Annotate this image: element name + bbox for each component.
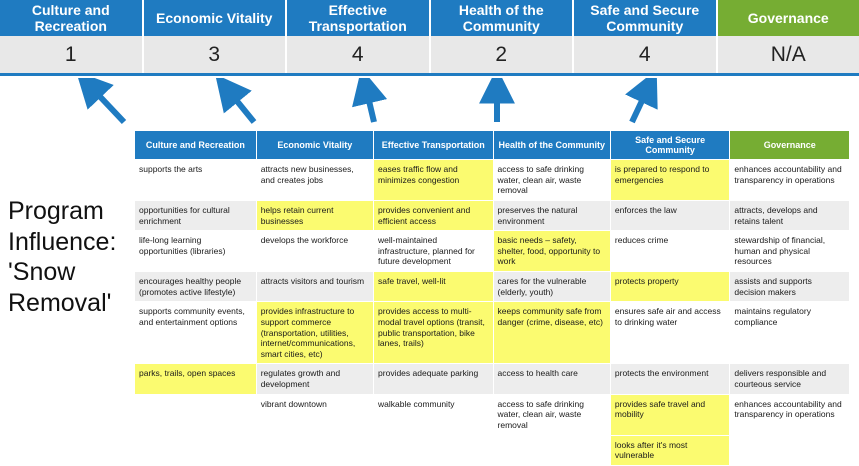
- matrix-header-row: [135, 131, 850, 160]
- matrix-cell: ensures safe air and access to drinking water: [610, 302, 730, 364]
- matrix-col-safe-and-secure-community: Safe and Secure Community: [610, 131, 730, 160]
- matrix-cell: [730, 435, 850, 465]
- arrow-economic-vitality: [228, 90, 254, 122]
- matrix-cell: attracts new businesses, and creates jobs: [256, 160, 373, 201]
- matrix-cell: cares for the vulnerable (elderly, youth): [493, 272, 610, 302]
- matrix-cell: supports the arts: [135, 160, 257, 201]
- arrow-culture-and-recreation: [90, 86, 124, 122]
- matrix-cell: [135, 435, 257, 465]
- matrix-col-effective-transportation: Effective Transportation: [374, 131, 494, 160]
- matrix-col-governance: Governance: [730, 131, 850, 160]
- matrix-cell: preserves the natural environment: [493, 200, 610, 230]
- caption-line-2: Influence:: [8, 227, 130, 258]
- table-row: [135, 160, 850, 201]
- matrix-cell: eases traffic flow and minimizes congestion: [374, 160, 494, 201]
- score-health-of-the-community: 2: [431, 36, 575, 73]
- table-row: [135, 435, 850, 465]
- matrix-cell: develops the workforce: [256, 231, 373, 272]
- table-row: [135, 231, 850, 272]
- score-governance: N/A: [718, 36, 859, 73]
- matrix-col-culture-and-recreation: Culture and Recreation: [135, 131, 257, 160]
- matrix-cell: safe travel, well-lit: [374, 272, 494, 302]
- matrix-cell: stewardship of financial, human and physical resources: [730, 231, 850, 272]
- table-row: [135, 302, 850, 364]
- category-header-safe-and-secure-community: Safe and Secure Community: [574, 0, 718, 36]
- score-band: [0, 36, 859, 76]
- matrix-cell: enhances accountability and transparency in operations: [730, 160, 850, 201]
- matrix-col-economic-vitality: Economic Vitality: [256, 131, 373, 160]
- matrix-cell: regulates growth and development: [256, 364, 373, 394]
- arrow-effective-transportation: [366, 88, 374, 122]
- matrix-cell: provides convenient and efficient access: [374, 200, 494, 230]
- matrix-cell: access to safe drinking water, clean air, waste removal: [493, 394, 610, 435]
- score-effective-transportation: 4: [287, 36, 431, 73]
- matrix-cell: access to safe drinking water, clean air, waste removal: [493, 160, 610, 201]
- matrix-cell: protects the environment: [610, 364, 730, 394]
- category-header-health-of-the-community: Health of the Community: [431, 0, 575, 36]
- arrow-safe-and-secure-community: [632, 88, 648, 122]
- matrix-cell: [135, 394, 257, 435]
- matrix-cell: [256, 435, 373, 465]
- category-header-culture-and-recreation: Culture and Recreation: [0, 0, 144, 36]
- matrix-cell: protects property: [610, 272, 730, 302]
- matrix-cell: walkable community: [374, 394, 494, 435]
- caption-line-3: 'Snow: [8, 257, 130, 288]
- matrix-cell: supports community events, and entertainment options: [135, 302, 257, 364]
- matrix-cell: provides adequate parking: [374, 364, 494, 394]
- category-header-governance: Governance: [718, 0, 859, 36]
- category-header-band: [0, 0, 859, 36]
- table-row: [135, 200, 850, 230]
- matrix-cell: well-maintained infrastructure, planned for future development: [374, 231, 494, 272]
- matrix-cell: opportunities for cultural enrichment: [135, 200, 257, 230]
- matrix-cell: maintains regulatory compliance: [730, 302, 850, 364]
- arrow-group: [0, 78, 859, 130]
- caption-line-4: Removal': [8, 288, 130, 319]
- matrix-cell: [493, 435, 610, 465]
- table-row: [135, 364, 850, 394]
- matrix-col-health-of-the-community: Health of the Community: [493, 131, 610, 160]
- matrix-cell: helps retain current businesses: [256, 200, 373, 230]
- caption-line-1: Program: [8, 196, 130, 227]
- matrix-cell: parks, trails, open spaces: [135, 364, 257, 394]
- matrix-cell: looks after it's most vulnerable: [610, 435, 730, 465]
- score-culture-and-recreation: 1: [0, 36, 144, 73]
- table-row: [135, 272, 850, 302]
- matrix-cell: provides safe travel and mobility: [610, 394, 730, 435]
- matrix-cell: assists and supports decision makers: [730, 272, 850, 302]
- matrix-cell: basic needs – safety, shelter, food, opportunity to work: [493, 231, 610, 272]
- influence-matrix-table: [134, 130, 850, 466]
- matrix-cell: delivers responsible and courteous service: [730, 364, 850, 394]
- matrix-cell: [374, 435, 494, 465]
- matrix-cell: vibrant downtown: [256, 394, 373, 435]
- table-row: [135, 394, 850, 435]
- matrix-cell: attracts, develops and retains talent: [730, 200, 850, 230]
- matrix-cell: life-long learning opportunities (libraries): [135, 231, 257, 272]
- matrix-cell: keeps community safe from danger (crime, disease, etc): [493, 302, 610, 364]
- matrix-cell: enforces the law: [610, 200, 730, 230]
- category-header-effective-transportation: Effective Transportation: [287, 0, 431, 36]
- matrix-cell: provides access to multi-modal travel options (transit, public transportation, bike lanes, trails): [374, 302, 494, 364]
- matrix-cell: access to health care: [493, 364, 610, 394]
- matrix-cell: encourages healthy people (promotes active lifestyle): [135, 272, 257, 302]
- program-influence-caption: [8, 196, 130, 318]
- category-header-economic-vitality: Economic Vitality: [144, 0, 288, 36]
- matrix-cell: reduces crime: [610, 231, 730, 272]
- score-safe-and-secure-community: 4: [574, 36, 718, 73]
- matrix-cell: attracts visitors and tourism: [256, 272, 373, 302]
- matrix-cell: is prepared to respond to emergencies: [610, 160, 730, 201]
- score-economic-vitality: 3: [144, 36, 288, 73]
- matrix-cell: enhances accountability and transparency in operations: [730, 394, 850, 435]
- matrix-cell: provides infrastructure to support commerce (transportation, utilities, internet/communications, smart cities, etc): [256, 302, 373, 364]
